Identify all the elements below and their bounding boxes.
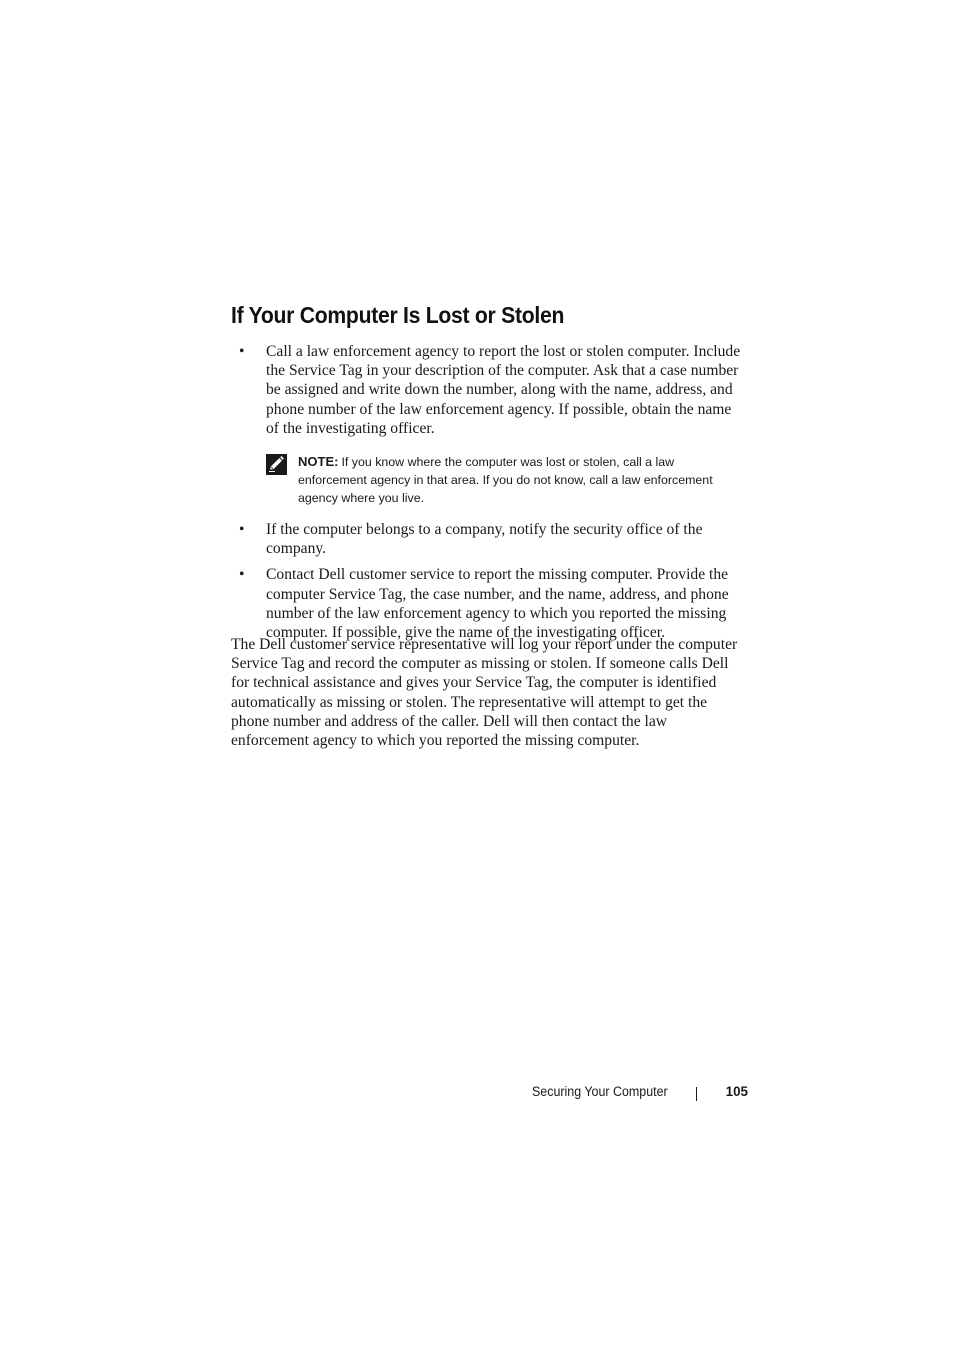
list-item [231,520,746,558]
note-pencil-icon [266,454,287,475]
bullet-marker: • [239,566,245,584]
section-heading: If Your Computer Is Lost or Stolen [231,302,565,328]
list-item-text: Call a law enforcement agency to report the lost or stolen computer. Include the Service Tag in your description of the computer. Ask that a case number be assigned and write down the number, along with the name, address, and phone number of the law enforcement agency. If possible, obtain the name of the investigating officer. [266,343,741,437]
list-item-text: Contact Dell customer service to report the missing computer. Provide the computer Service Tag, the case number, and the name, address, and phone number of the law enforcement agency to which you reported the missing computer. If possible, give the name of the investigating officer. [266,566,729,642]
list-item-text: If the computer belongs to a company, notify the security office of the company. [266,521,703,558]
body-paragraph: The Dell customer service representative will log your report under the computer Service Tag and record the computer as missing or stolen. If someone calls Dell for technical assistance and gives your Service Tag, the computer is identified automatically as missing or stolen. The representative will attempt to get the phone number and address of the caller. Dell will then contact the law enforcement agency to which you reported the missing computer. [231,636,738,750]
bullet-list [231,342,746,642]
bullet-marker: • [239,343,245,360]
page-footer [532,1084,748,1102]
list-item [231,342,746,438]
footer-divider [696,1087,697,1101]
footer-chapter-title: Securing Your Computer [532,1084,668,1099]
note-text: If you know where the computer was lost or stolen, call a law enforcement agency in that area. If you do not know, call a law enforcement agency where you live. [298,455,713,506]
page-number: 105 [725,1084,748,1099]
note-callout [266,453,746,507]
list-item [231,565,746,642]
bullet-marker: • [239,521,245,539]
note-label: NOTE: [298,454,339,470]
